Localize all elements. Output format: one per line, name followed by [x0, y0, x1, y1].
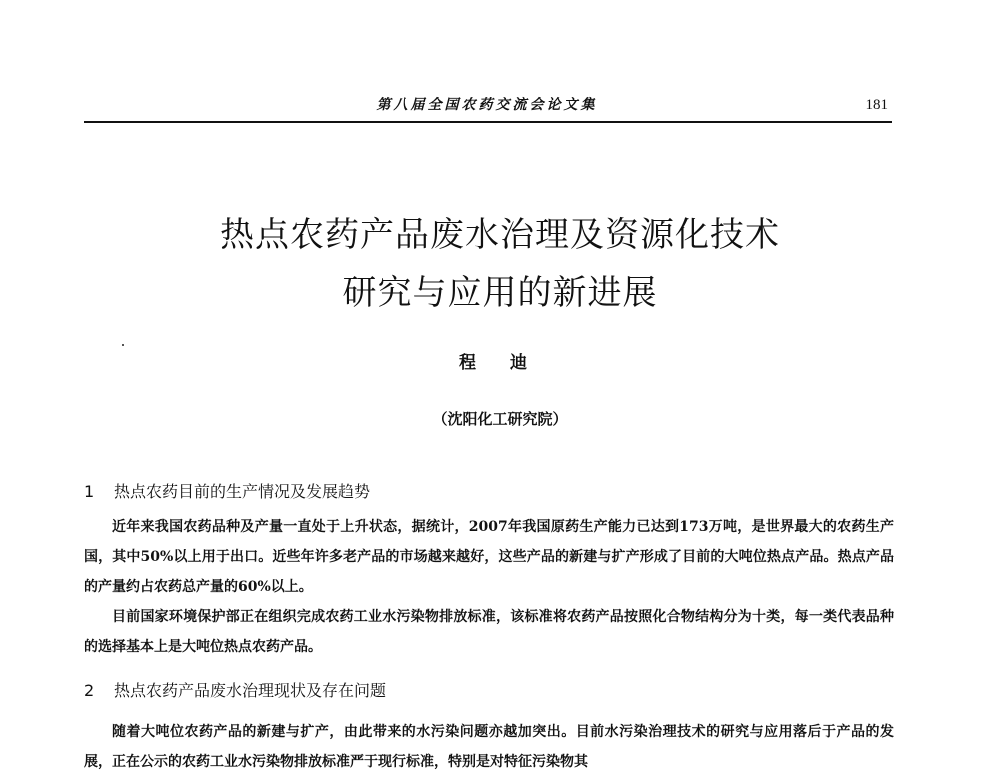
section-2-heading: [84, 678, 894, 704]
section-2-number: 2: [84, 681, 95, 700]
section-2-paragraph-1: 随着大吨位农药产品的新建与扩产，由此带来的水污染问题亦越加突出。目前水污染治理技术的研究与应用落后于产品的发展，正在公示的农药工业水污染物排放标准严于现行标准，特别是对特征污染物其: [84, 724, 894, 770]
paper-title-line-2: 研究与应用的新进展: [342, 273, 658, 313]
author-affiliation: （沈阳化工研究院）: [432, 410, 568, 428]
header-rule: [84, 121, 892, 123]
section-1-paragraph-1: 近年来我国农药品种及产量一直处于上升状态，据统计，2007年我国原药生产能力已达到173万吨，是世界最大的农药生产国，其中50%以上用于出口。近些年许多老产品的市场越来越好，这些产品的新建与扩产形成了目前的大吨位热点产品。热点产品的产量约占农药总产量的60%以上。: [84, 519, 894, 595]
section-2-body: [84, 717, 894, 777]
section-1-number: 1: [84, 482, 95, 501]
paper-title-line-1: 热点农药产品废水治理及资源化技术: [220, 215, 780, 255]
section-1-heading: [84, 479, 894, 505]
section-1-heading-text: 热点农药目前的生产情况及发展趋势: [114, 482, 371, 501]
section-1-paragraph-2: 目前国家环境保护部正在组织完成农药工业水污染物排放标准，该标准将农药产品按照化合物结构分为十类，每一类代表品种的选择基本上是大吨位热点农药产品。: [84, 609, 894, 655]
page-number: 181: [865, 97, 888, 113]
author-name: 程 迪: [459, 353, 541, 373]
running-head: [84, 94, 890, 116]
scan-speck: [122, 344, 124, 346]
running-head-title: 第八届全国农药交流会论文集: [376, 97, 598, 113]
paper-title: [0, 206, 1000, 322]
section-2-heading-text: 热点农药产品废水治理现状及存在问题: [114, 681, 387, 700]
section-1-body: [84, 512, 894, 662]
